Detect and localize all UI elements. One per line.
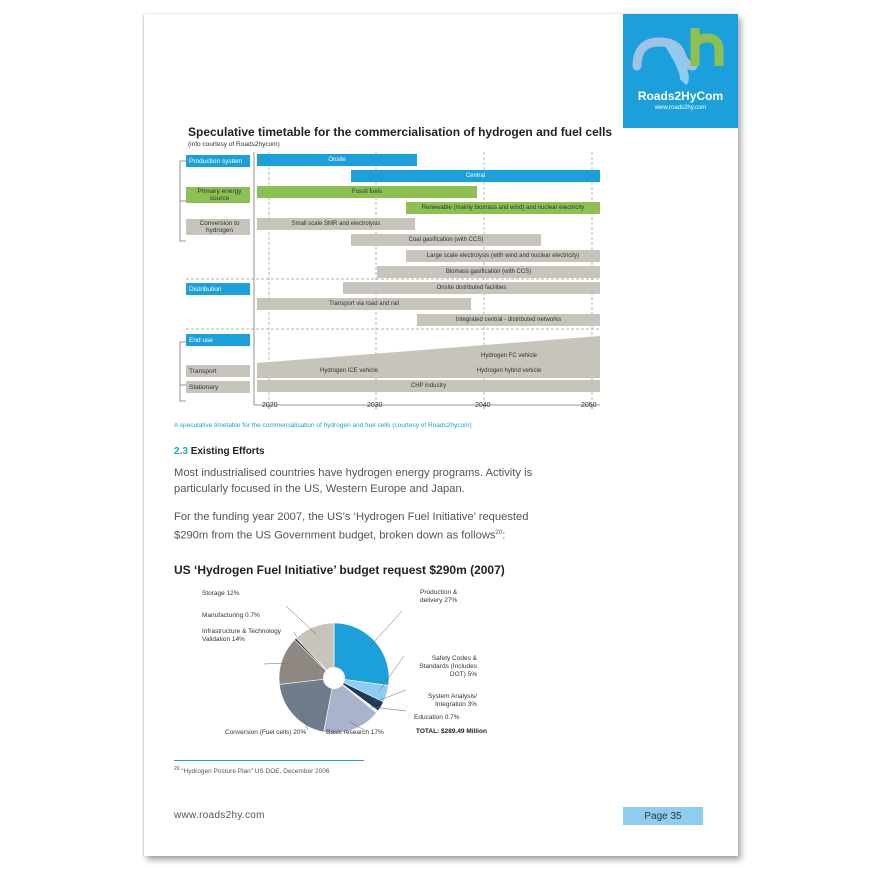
footnote-text: “Hydrogen Posture Plan” US DOE, December 2006	[181, 768, 330, 776]
bar-hydrogen-fc-vehicle: Hydrogen FC vehicle	[480, 353, 538, 359]
label-end-use: End use	[186, 334, 250, 346]
bar-road-rail: Transport via road and rail	[257, 298, 471, 310]
bar-biomass-gasification: Biomass gasification (with CCS)	[377, 266, 600, 278]
bar-small-scale-smr: Small scale SMR and electrolysis	[257, 218, 415, 230]
label-stationary: Stationary	[186, 381, 250, 393]
timetable-subtitle: (info courtesy of Roads2hycom)	[188, 141, 280, 148]
footnote-divider	[174, 760, 364, 761]
label-distribution: Distribution	[186, 283, 250, 295]
page-number: Page 35	[623, 807, 703, 825]
year-2030: 2030	[367, 402, 383, 409]
footer-url: www.roads2hy.com	[174, 810, 265, 821]
year-2050: 2050	[581, 402, 597, 409]
document-page	[144, 14, 738, 856]
pie-label-infrastructure: Infrastructure & Technology Validation 14%	[202, 628, 282, 643]
footnote-number: 20	[174, 766, 180, 772]
paragraph-2	[174, 509, 534, 544]
roads2hycom-logo	[623, 14, 738, 128]
paragraph-1: Most industrialised countries have hydrogen energy programs. Activity is particularly focused in the US, Western Europe and Japan.	[174, 467, 533, 495]
year-2020: 2020	[262, 402, 278, 409]
paragraph-2-text: For the funding year 2007, the US’s ‘Hydrogen Fuel Initiative’ requested $290m from the US Government budget, broken down as follows	[174, 511, 529, 542]
bar-chp-industry: CHP industry	[257, 380, 600, 392]
bar-onsite-distributed: Onsite distributed facilities	[343, 282, 600, 294]
pie-label-system-analysis: System Analysis/ Integration 3%	[427, 693, 477, 708]
pie-center-hole	[323, 667, 345, 689]
section-title: Existing Efforts	[190, 446, 265, 457]
timetable-title: Speculative timetable for the commercialisation of hydrogen and fuel cells	[188, 125, 613, 139]
bar-coal-gasification: Coal gasification (with CCS)	[351, 234, 541, 246]
label-production-system: Production system	[186, 155, 250, 167]
label-conversion: Conversion to hydrogen	[186, 219, 250, 235]
pie-label-education: Education 0.7%	[414, 714, 460, 721]
pie-label-conversion: Conversion (Fuel cells) 20%	[225, 729, 307, 736]
footnote-ref: 20	[495, 530, 503, 536]
bar-central: Central	[351, 170, 600, 182]
pie-leader-0	[369, 611, 402, 647]
bar-hydrogen-ice-vehicle: Hydrogen ICE vehicle	[319, 368, 379, 374]
label-transport: Transport	[186, 365, 250, 377]
pie-label-basic-research: Basic research 17%	[326, 729, 384, 736]
pie-label-production: Production & delivery 27%	[420, 589, 458, 604]
section-heading	[174, 446, 265, 457]
label-primary-energy: Primary energy source	[186, 187, 250, 203]
bar-onsite: Onsite	[257, 154, 417, 166]
year-2040: 2040	[475, 402, 491, 409]
timetable-caption: A speculative timetable for the commercialisation of hydrogen and fuel cells (courtesy of Roads2hycom)	[174, 422, 472, 429]
section-number: 2.3	[174, 446, 188, 457]
budget-title: US ‘Hydrogen Fuel Initiative’ budget request $290m (2007)	[174, 563, 505, 577]
footnote	[174, 766, 330, 775]
bar-renewable: Renewable (mainly biomass and wind) and nuclear electricity	[406, 202, 600, 214]
paragraph-2-end: :	[502, 529, 506, 542]
logo-name: Roads2HyCom	[637, 89, 724, 103]
pie-label-storage: Storage 12%	[202, 590, 240, 597]
bar-integrated-networks: Integrated central - distributed networks	[417, 314, 600, 326]
bar-fossil-fuels: Fossil fuels	[257, 186, 477, 198]
logo-icon	[623, 14, 738, 89]
budget-total: TOTAL: $289.49 Million	[416, 728, 487, 735]
pie-label-manufacturing: Manufacturing 0.7%	[202, 612, 260, 619]
bar-large-scale-electrolysis: Large scale electrolysis (with wind and nuclear electricity)	[406, 250, 600, 262]
pie-leader-8	[286, 606, 317, 635]
pie-label-safety: Safety Codes & Standards (Includes DOT) 5%	[419, 655, 477, 678]
bar-hydrogen-hybrid-vehicle: Hydrogen hybrid vehicle	[476, 368, 542, 374]
logo-url: www.roads2hy.com	[654, 105, 707, 111]
